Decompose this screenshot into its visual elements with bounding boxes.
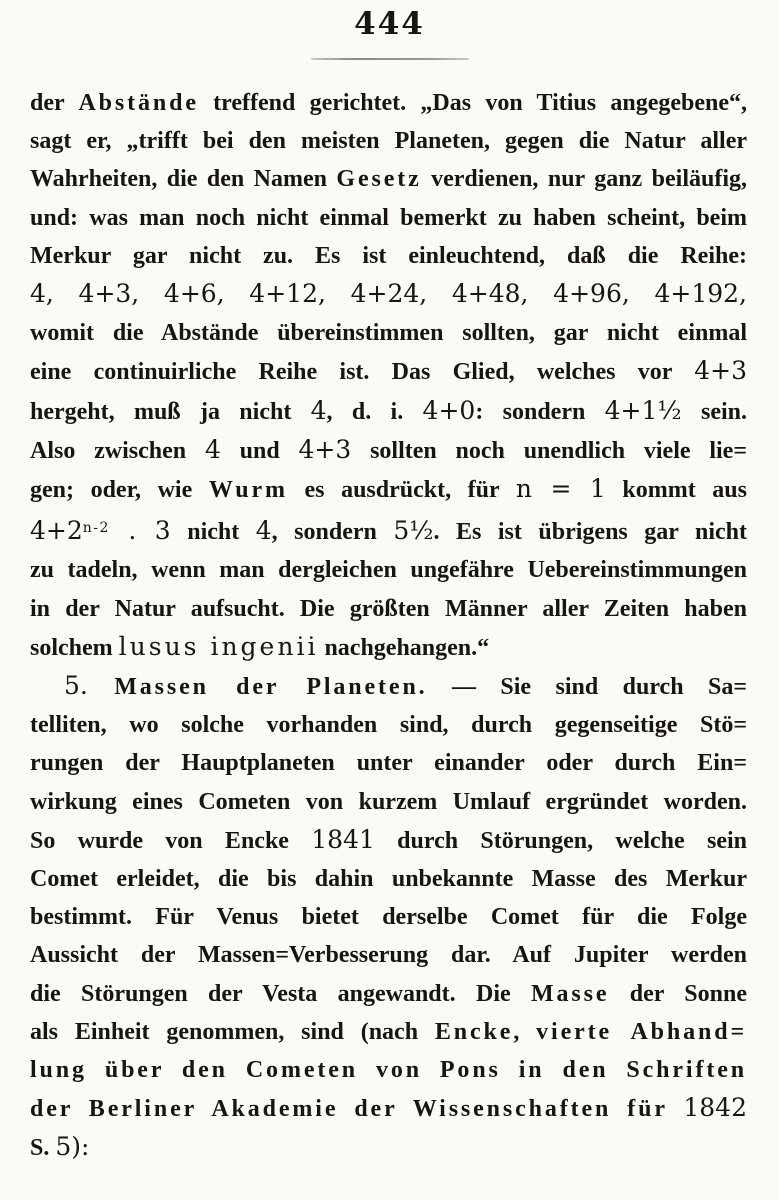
antiqua-text-segment: 5): <box>55 1132 90 1162</box>
fraktur-text-segment: So wurde von Encke <box>30 827 312 854</box>
fraktur-text-segment: bestimmt. Für Venus bietet derselbe Comet für die Folge <box>30 904 747 931</box>
text-line <box>30 160 747 198</box>
fraktur-text-segment: , <box>513 1018 537 1045</box>
fraktur-text-segment: telliten, wo solche vorhanden sind, durch gegenseitige Stö= <box>30 712 747 739</box>
text-line <box>30 84 747 122</box>
fraktur-text-segment: der <box>30 90 79 116</box>
text-line <box>30 122 747 160</box>
text-line <box>30 431 747 470</box>
fraktur-text-segment: Wahrheiten, die den Namen <box>30 166 337 193</box>
text-line <box>30 314 747 352</box>
letterspaced-text-segment: der Berliner Akademie der Wissenschaften für <box>30 1096 684 1123</box>
superscript-exponent: n-2 <box>82 520 110 537</box>
letterspaced-text-segment: Wurm <box>208 477 288 504</box>
letterspaced-text-segment: vierte Abhand= <box>536 1018 748 1045</box>
text-line <box>30 1013 747 1051</box>
fraktur-text-segment: sagt er, „trifft bei den meisten Planeten, gegen die Natur aller <box>30 128 747 155</box>
antiqua-text-segment: 4+3 <box>694 356 747 386</box>
antiqua-text-segment: 1841 <box>311 824 375 854</box>
fraktur-text-segment: sein. <box>681 398 747 425</box>
fraktur-text-segment: die Störungen der Vesta angewandt. Die <box>30 980 531 1007</box>
fraktur-text-segment: solchem <box>30 634 119 661</box>
fraktur-text-segment: der Sonne <box>609 980 747 1007</box>
fraktur-text-segment: , d. i. <box>326 398 423 425</box>
text-line <box>30 551 747 589</box>
antiqua-text-segment: 4 <box>255 516 272 546</box>
text-line <box>30 470 747 509</box>
text-line <box>30 706 747 744</box>
antiqua-text-segment: . 3 <box>109 516 171 546</box>
antiqua-text-segment: n = 1 <box>515 474 606 504</box>
fraktur-text-segment: S. <box>30 1135 56 1162</box>
fraktur-text-segment: nicht <box>170 519 256 546</box>
fraktur-text-segment: : sondern <box>475 398 605 425</box>
antiqua-text-segment: lusus ingenii <box>118 631 319 661</box>
text-line <box>30 821 747 860</box>
fraktur-text-segment: durch Störungen, welche sein <box>374 827 747 854</box>
letterspaced-text-segment: Masse <box>531 980 610 1007</box>
fraktur-text-segment: , sondern <box>271 519 394 546</box>
text-line <box>30 1128 747 1167</box>
letterspaced-text-segment: Encke <box>434 1018 514 1045</box>
text-line <box>30 628 747 667</box>
letterspaced-text-segment: Massen der Planeten. <box>114 674 428 701</box>
antiqua-text-segment: 4+2 <box>30 516 83 546</box>
text-line <box>30 590 747 628</box>
text-line <box>30 744 747 782</box>
fraktur-text-segment: kommt aus <box>605 477 747 504</box>
antiqua-text-segment: 4+1½ <box>604 395 682 425</box>
antiqua-text-segment: 1842 <box>683 1093 747 1123</box>
fraktur-text-segment: Comet erleidet, die bis dahin unbekannte Masse des Merkur <box>30 866 747 893</box>
text-line <box>30 975 747 1013</box>
page-number: 444 <box>354 6 425 42</box>
text-line <box>30 1089 747 1128</box>
antiqua-text-segment: 4+0 <box>422 395 476 425</box>
fraktur-text-segment: nachgehangen.“ <box>318 634 490 661</box>
header-divider <box>311 58 469 60</box>
fraktur-text-segment: sollten noch unendlich viele lie= <box>351 437 747 464</box>
text-line <box>30 898 747 936</box>
fraktur-text-segment: als Einheit genommen, sind (nach <box>30 1018 435 1045</box>
antiqua-text-segment: 5½ <box>393 516 434 546</box>
antiqua-text-segment: 4+3 <box>298 434 352 464</box>
fraktur-text-segment: es ausdrückt, für <box>287 477 516 504</box>
text-body <box>30 84 747 1168</box>
letterspaced-text-segment: Gesetz <box>336 166 422 193</box>
text-line <box>30 237 747 275</box>
fraktur-text-segment: hergeht, muß ja nicht <box>30 398 311 425</box>
fraktur-text-segment: Also zwischen <box>30 437 205 464</box>
fraktur-text-segment: eine continuirliche Reihe ist. Das Glied, welches vor <box>30 359 695 386</box>
fraktur-text-segment: — Sie sind durch Sa= <box>427 674 747 701</box>
fraktur-text-segment: verdienen, nur ganz beiläufig, <box>421 166 747 193</box>
antiqua-text-segment: 4 <box>204 434 221 464</box>
antiqua-text-segment: 5. <box>64 671 115 701</box>
text-line <box>30 783 747 821</box>
fraktur-text-segment: treffend gerichtet. „Das von Titius angegebene“, <box>198 90 747 116</box>
text-line <box>30 199 747 237</box>
letterspaced-text-segment: lung über den Cometen von Pons in den Schriften <box>30 1057 747 1084</box>
fraktur-text-segment: wirkung eines Cometen von kurzem Umlauf ergründet worden. <box>30 788 747 815</box>
fraktur-text-segment: und: was man noch nicht einmal bemerkt zu haben scheint, beim <box>30 204 747 231</box>
letterspaced-text-segment: Abstände <box>78 90 199 116</box>
text-line <box>30 667 747 706</box>
fraktur-text-segment: Merkur gar nicht zu. Es ist einleuchtend, daß die Reihe: <box>30 242 747 269</box>
fraktur-text-segment: zu tadeln, wenn man dergleichen ungefähre Uebereinstimmungen <box>30 557 747 584</box>
text-line <box>30 936 747 974</box>
text-line <box>30 509 747 551</box>
fraktur-text-segment: rungen der Hauptplaneten unter einander oder durch Ein= <box>30 750 747 777</box>
fraktur-text-segment: in der Natur aufsucht. Die größten Männer aller Zeiten haben <box>30 595 747 622</box>
text-line <box>30 1051 747 1089</box>
fraktur-text-segment: womit die Abstände übereinstimmen sollten, gar nicht einmal <box>30 320 747 347</box>
fraktur-text-segment: gen; oder, wie <box>30 477 209 504</box>
text-line <box>30 275 747 314</box>
fraktur-text-segment: Aussicht der Massen=Verbesserung dar. Auf Jupiter werden <box>30 942 747 969</box>
text-line <box>30 392 747 431</box>
antiqua-text-segment: 4 <box>310 395 327 425</box>
text-line <box>30 352 747 391</box>
text-line <box>30 860 747 898</box>
antiqua-text-segment: 4, 4+3, 4+6, 4+12, 4+24, 4+48, 4+96, 4+192, <box>30 279 747 309</box>
fraktur-text-segment: und <box>220 437 299 464</box>
fraktur-text-segment: . Es ist übrigens gar nicht <box>433 519 748 546</box>
